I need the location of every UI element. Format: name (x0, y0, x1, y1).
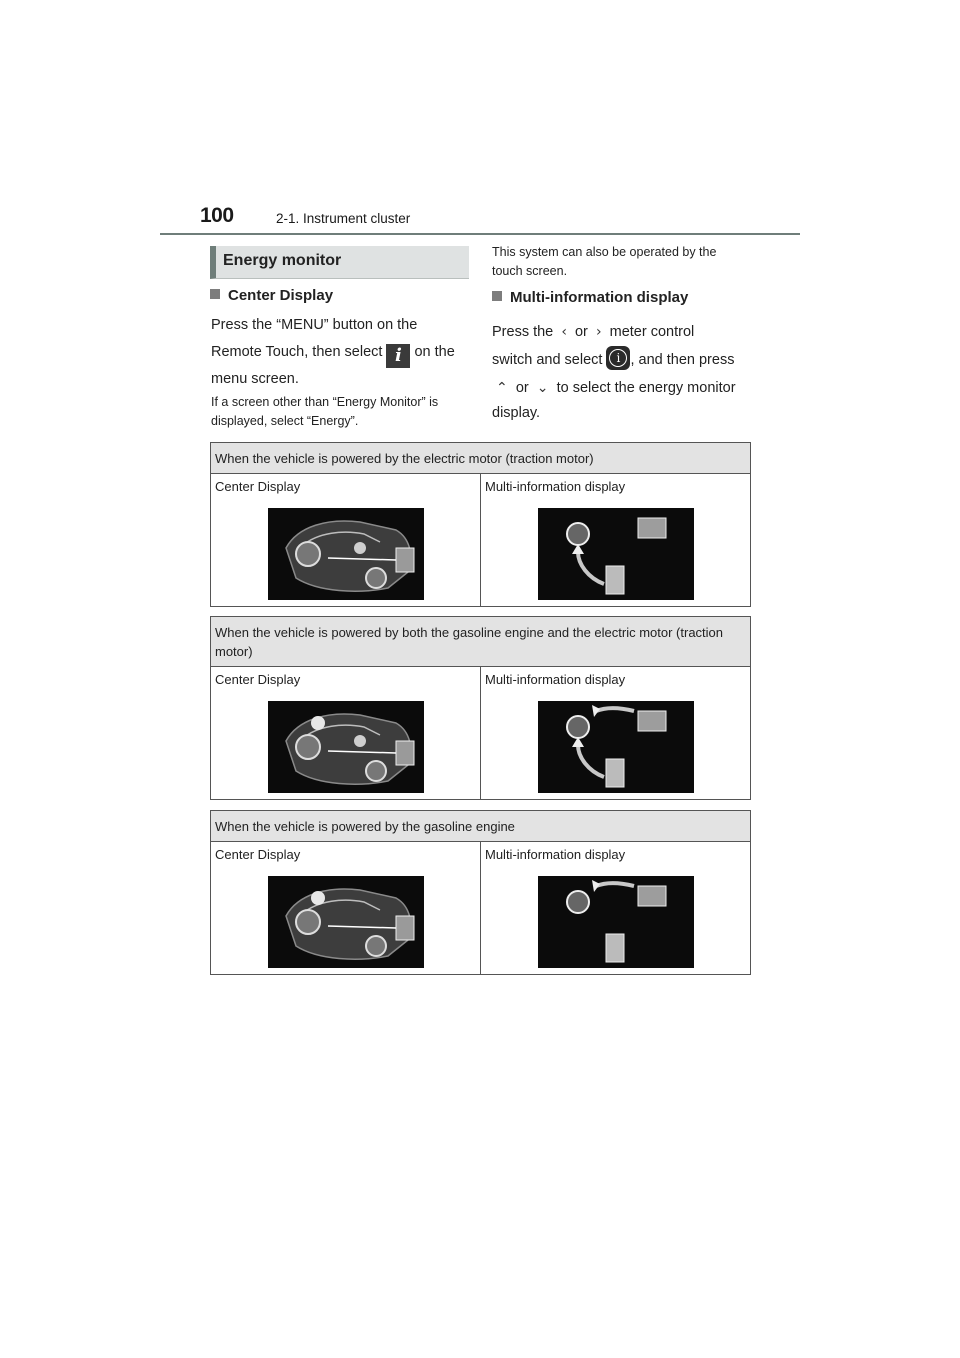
center-display-cell: Center Display (211, 474, 481, 607)
multi-info-cell: Multi-information display (481, 474, 751, 607)
table-condition: When the vehicle is powered by the electric motor (traction motor) (211, 443, 751, 474)
multi-info-instructions: Press the ‹ or › meter control switch and select i , and then press ⌃ or ⌄ to select the energy monitor display. (492, 318, 760, 424)
center-display-instructions: Press the “MENU” button on the Remote Touch, then select i on the menu screen. (211, 317, 455, 387)
touch-screen-note: This system can also be operated by the touch screen. (492, 245, 717, 278)
multi-info-cell: Multi-information display (481, 667, 751, 800)
center-display-screen-image (268, 508, 424, 600)
header-rule (160, 233, 800, 235)
multi-info-screen-image (538, 876, 694, 968)
center-display-heading: Center Display (210, 287, 333, 304)
section-heading (210, 246, 469, 279)
energy-table-gasoline (210, 810, 751, 975)
center-display-screen-image (268, 701, 424, 793)
info-i-icon: i (386, 344, 410, 368)
center-display-cell: Center Display (211, 667, 481, 800)
info-circle-icon (606, 346, 630, 370)
center-display-note: If a screen other than “Energy Monitor” is displayed, select “Energy”. (211, 395, 439, 428)
chapter-title: 2-1. Instrument cluster (276, 211, 411, 226)
multi-info-screen-image (538, 701, 694, 793)
energy-table-combined (210, 616, 751, 800)
chevron-down-icon: ⌄ (536, 380, 549, 396)
chevron-right-icon: › (595, 324, 602, 340)
table-condition: When the vehicle is powered by both the gasoline engine and the electric motor (traction motor) (211, 617, 751, 667)
center-display-screen-image (268, 876, 424, 968)
chevron-up-icon: ⌃ (496, 380, 508, 396)
multi-info-screen-image (538, 508, 694, 600)
chevron-left-icon: ‹ (561, 324, 567, 340)
energy-table-electric (210, 442, 751, 607)
page-number: 100 (200, 204, 234, 227)
multi-info-cell: Multi-information display (481, 842, 751, 975)
table-condition: When the vehicle is powered by the gasoline engine (211, 811, 751, 842)
multi-info-heading: Multi-information display (492, 289, 688, 306)
section-title: Energy monitor (223, 252, 342, 269)
square-bullet-icon (210, 289, 220, 299)
square-bullet-icon (492, 291, 502, 301)
center-display-cell: Center Display (211, 842, 481, 975)
